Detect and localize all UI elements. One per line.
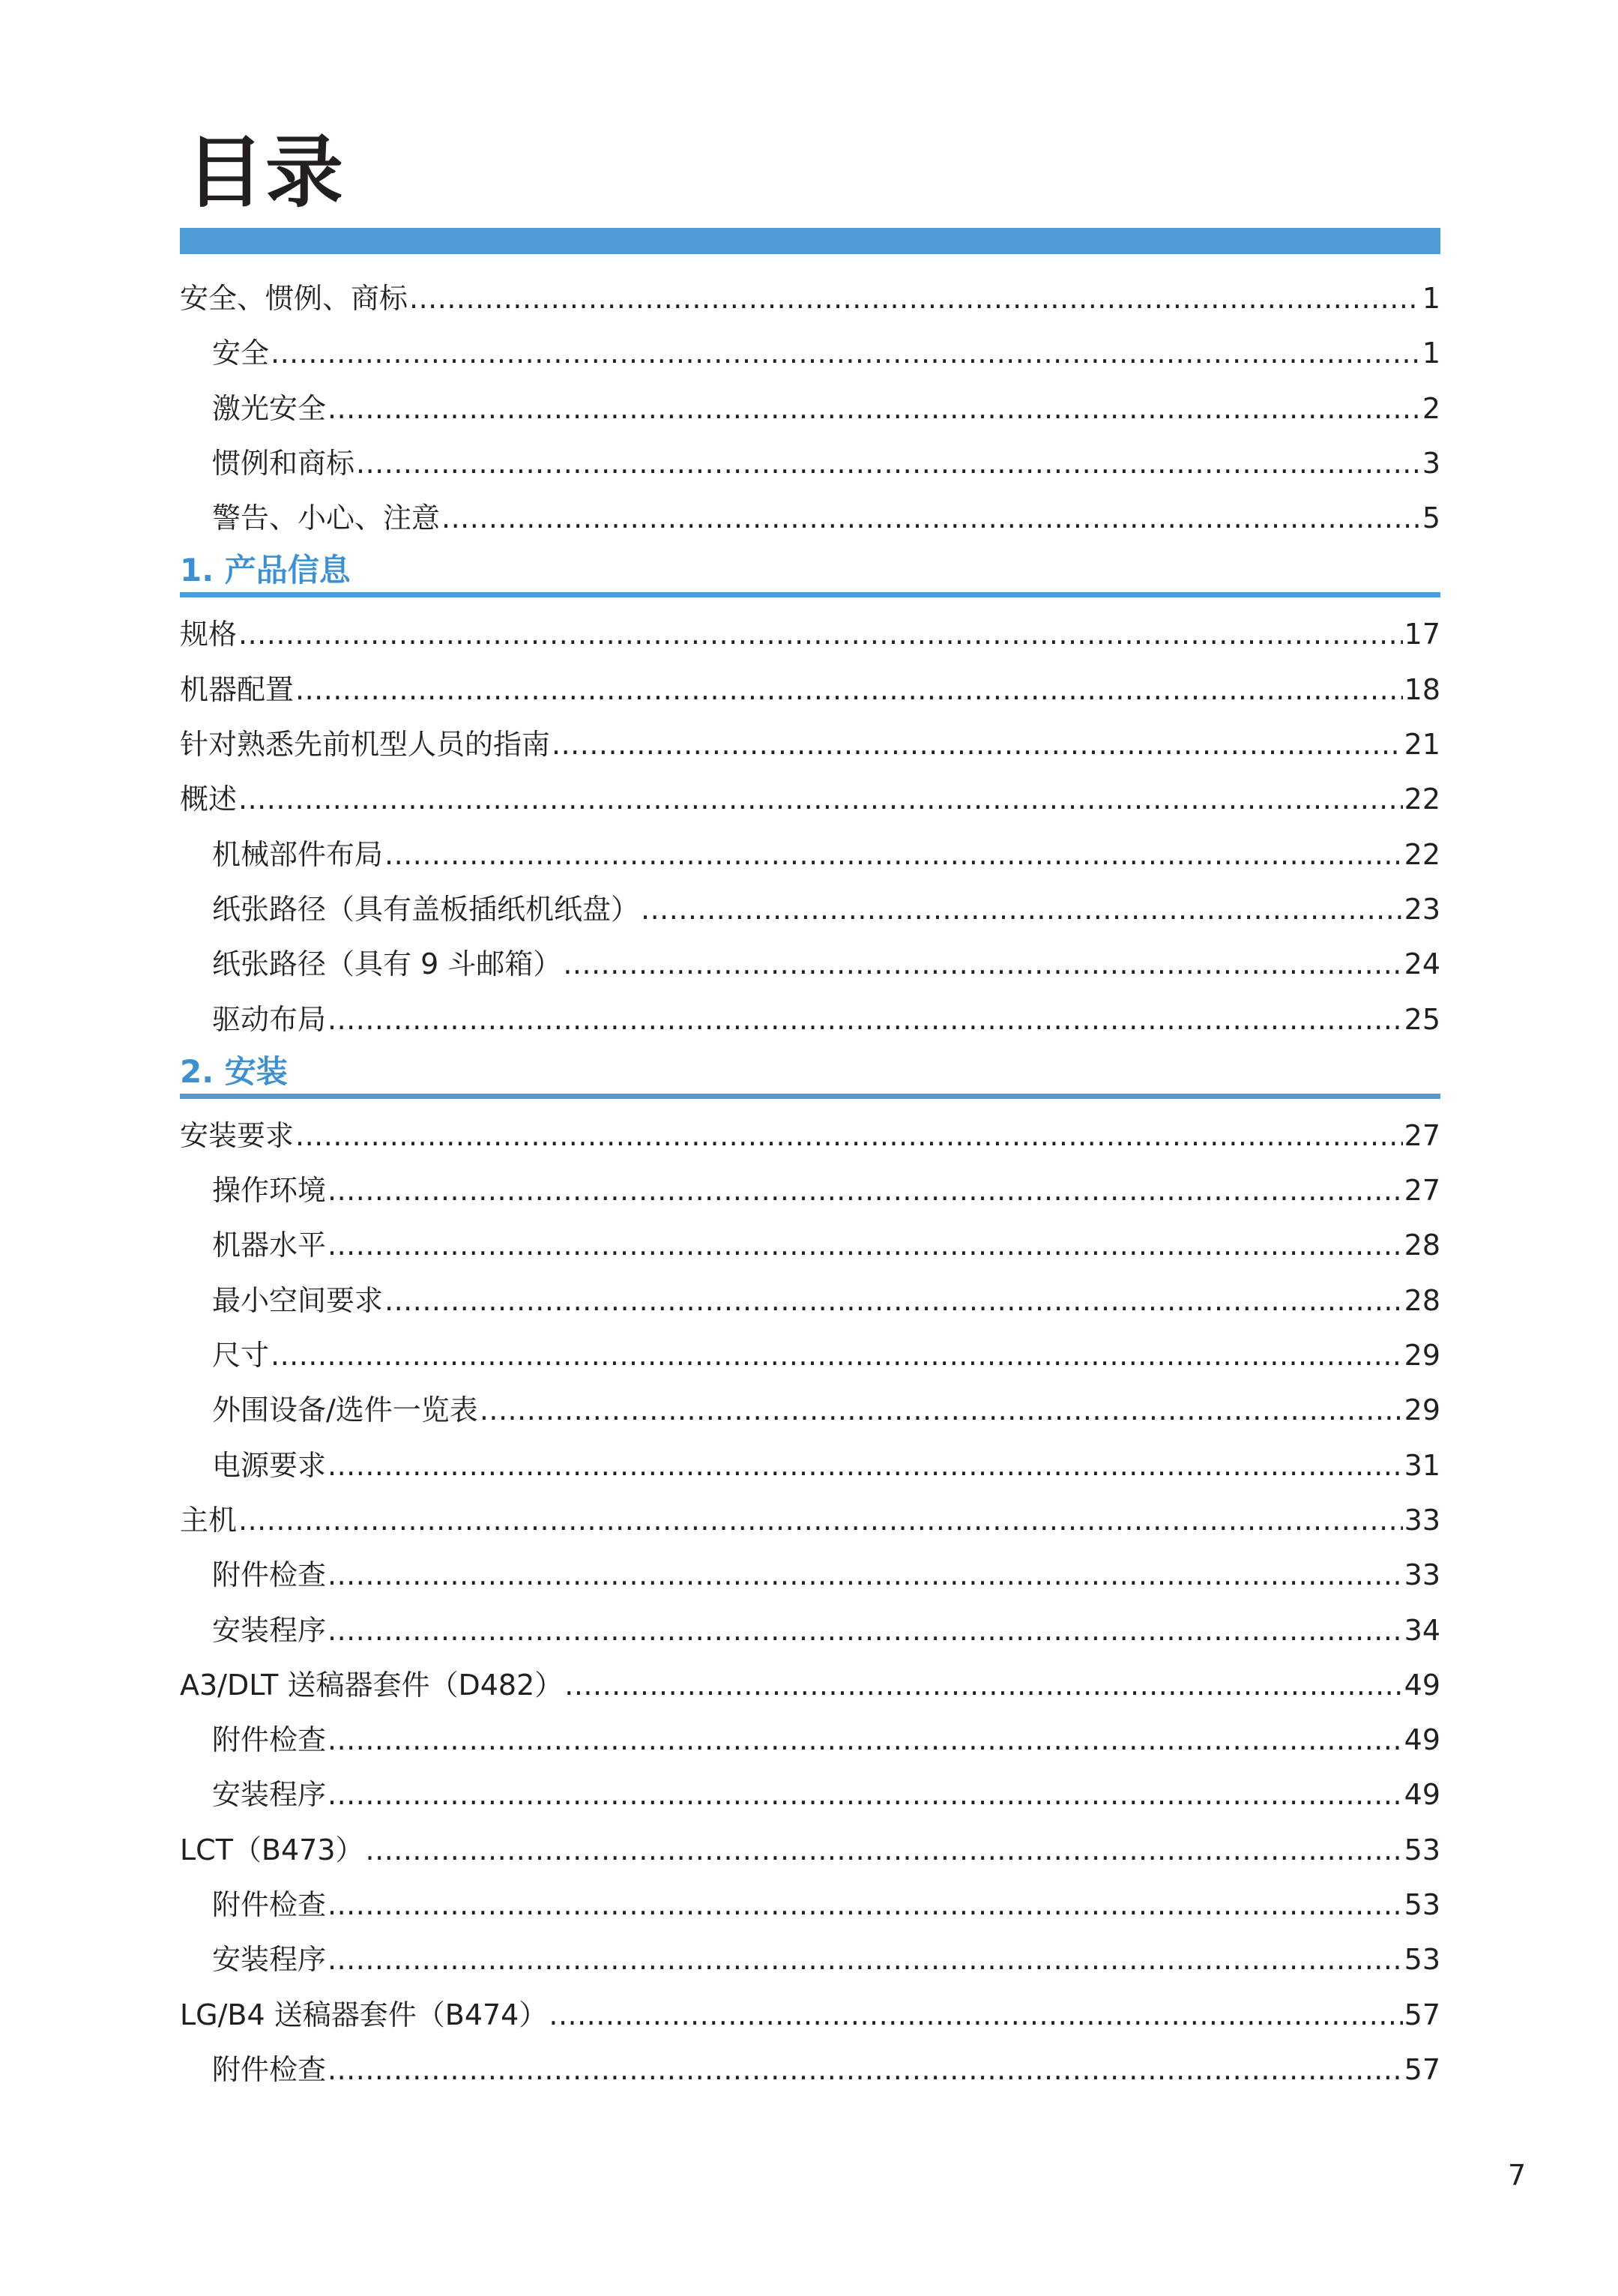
toc-page-number: 24 — [1404, 947, 1440, 981]
toc-subentry[interactable] — [180, 1713, 1440, 1768]
chapter-rule — [180, 1094, 1440, 1099]
toc-entry-label: 针对熟悉先前机型人员的指南 — [180, 728, 551, 762]
toc-page-number: 33 — [1404, 1558, 1440, 1592]
dot-leader — [271, 1328, 1403, 1383]
toc-page-number: 28 — [1404, 1229, 1440, 1262]
dot-leader — [327, 1163, 1403, 1218]
toc-entry-label: 激光安全 — [212, 391, 327, 425]
toc-page-number: 27 — [1404, 1174, 1440, 1208]
toc-entry-label: LCT（B473） — [180, 1833, 364, 1866]
dot-leader — [441, 491, 1421, 546]
toc-page-number: 3 — [1422, 446, 1440, 480]
toc-page-number: 2 — [1422, 391, 1440, 425]
toc-entry-label: 驱动布局 — [212, 1002, 327, 1036]
toc-entry-label: 最小空间要求 — [212, 1283, 384, 1317]
chapter-rule — [180, 592, 1440, 597]
toc-subentry[interactable] — [180, 937, 1440, 992]
toc-subentry[interactable] — [180, 1328, 1440, 1383]
toc-entry-label: 主机 — [180, 1503, 238, 1537]
dot-leader — [327, 1878, 1403, 1932]
dot-leader — [327, 2043, 1403, 2097]
dot-leader — [366, 1823, 1403, 1878]
toc-page-number: 57 — [1404, 2052, 1440, 2086]
toc-entry[interactable] — [180, 1823, 1440, 1878]
toc-page-number: 49 — [1404, 1723, 1440, 1757]
toc-entry-label: 机器水平 — [212, 1229, 327, 1262]
toc-entry[interactable] — [180, 1658, 1440, 1713]
toc-entry-label: 安全 — [212, 337, 270, 370]
toc-entry-label: 附件检查 — [212, 1558, 327, 1592]
toc-entry-label: A3/DLT 送稿器套件（D482） — [180, 1668, 564, 1702]
dot-leader — [238, 607, 1403, 662]
toc-page-number: 29 — [1404, 1339, 1440, 1373]
toc-entry[interactable] — [180, 271, 1440, 326]
toc-page-number: 57 — [1404, 1998, 1440, 2031]
toc-page-number: 27 — [1404, 1118, 1440, 1152]
chapter-heading — [180, 1047, 1440, 1109]
toc-page-number: 22 — [1404, 837, 1440, 871]
toc-page-number: 33 — [1404, 1503, 1440, 1537]
page-title: 目录 — [186, 127, 345, 218]
toc-entry-label: 机器配置 — [180, 672, 295, 706]
dot-leader — [641, 882, 1403, 937]
toc-subentry[interactable] — [180, 1274, 1440, 1328]
chapter-heading — [180, 546, 1440, 607]
toc-entry[interactable] — [180, 772, 1440, 827]
toc-entry-label: 纸张路径（具有盖板插纸机纸盘） — [212, 892, 640, 926]
dot-leader — [295, 1109, 1403, 1163]
toc-page-number: 53 — [1404, 1943, 1440, 1977]
toc-page-number: 53 — [1404, 1888, 1440, 1922]
toc-subentry[interactable] — [180, 382, 1440, 436]
toc-subentry[interactable] — [180, 491, 1440, 546]
toc-subentry[interactable] — [180, 326, 1440, 381]
dot-leader — [238, 1493, 1403, 1548]
toc-entry-label: 操作环境 — [212, 1174, 327, 1208]
toc-entry[interactable] — [180, 663, 1440, 717]
toc-entry[interactable] — [180, 607, 1440, 662]
toc-entry-label: 概述 — [180, 783, 238, 816]
title-underline-bar — [180, 228, 1440, 254]
toc-entry-label: 警告、小心、注意 — [212, 501, 441, 535]
dot-leader — [327, 1548, 1403, 1603]
toc-page-number: 34 — [1404, 1613, 1440, 1647]
toc-entry-label: 安装程序 — [212, 1778, 327, 1812]
dot-leader — [327, 992, 1403, 1047]
chapter-title[interactable]: 2. 安装 — [180, 1052, 288, 1090]
toc-subentry[interactable] — [180, 436, 1440, 491]
toc-page-number: 49 — [1404, 1778, 1440, 1812]
toc-page-number: 1 — [1422, 282, 1440, 315]
dot-leader — [384, 828, 1403, 882]
toc-entry-label: 安装要求 — [180, 1118, 295, 1152]
toc-entry[interactable] — [180, 1493, 1440, 1548]
toc-subentry[interactable] — [180, 1548, 1440, 1603]
toc-subentry[interactable] — [180, 1438, 1440, 1493]
toc-page-number: 53 — [1404, 1833, 1440, 1866]
toc-entry-label: 惯例和商标 — [212, 446, 355, 480]
dot-leader — [480, 1383, 1403, 1438]
toc-page-number: 22 — [1404, 783, 1440, 816]
toc-entry-label: LG/B4 送稿器套件（B474） — [180, 1998, 548, 2031]
table-of-contents — [180, 271, 1440, 2097]
toc-subentry[interactable] — [180, 2043, 1440, 2097]
dot-leader — [549, 1988, 1402, 2043]
dot-leader — [295, 663, 1403, 717]
toc-subentry[interactable] — [180, 1218, 1440, 1273]
toc-page-number: 21 — [1404, 728, 1440, 762]
toc-entry-label: 纸张路径（具有 9 斗邮箱） — [212, 947, 562, 981]
dot-leader — [271, 326, 1421, 381]
toc-page-number: 23 — [1404, 892, 1440, 926]
dot-leader — [327, 1713, 1403, 1768]
toc-entry-label: 安全、惯例、商标 — [180, 282, 408, 315]
dot-leader — [327, 1603, 1403, 1658]
toc-subentry[interactable] — [180, 1768, 1440, 1822]
toc-page-number: 18 — [1404, 672, 1440, 706]
toc-entry-label: 安装程序 — [212, 1943, 327, 1977]
toc-page-number: 31 — [1404, 1448, 1440, 1482]
toc-entry[interactable] — [180, 1109, 1440, 1163]
dot-leader — [327, 1932, 1403, 1987]
dot-leader — [384, 1274, 1403, 1328]
toc-entry-label: 附件检查 — [212, 2052, 327, 2086]
toc-page-number: 5 — [1422, 501, 1440, 535]
toc-page-number: 29 — [1404, 1393, 1440, 1427]
dot-leader — [327, 1768, 1403, 1822]
toc-page-number: 1 — [1422, 337, 1440, 370]
toc-subentry[interactable] — [180, 1878, 1440, 1932]
toc-entry-label: 附件检查 — [212, 1723, 327, 1757]
toc-page-number: 28 — [1404, 1283, 1440, 1317]
dot-leader — [564, 1658, 1402, 1713]
toc-entry[interactable] — [180, 1988, 1440, 2043]
toc-entry-label: 规格 — [180, 618, 238, 651]
toc-entry-label: 外围设备/选件一览表 — [212, 1393, 478, 1427]
chapter-title[interactable]: 1. 产品信息 — [180, 552, 351, 589]
toc-entry-label: 安装程序 — [212, 1613, 327, 1647]
dot-leader — [238, 772, 1403, 827]
toc-entry-label: 尺寸 — [212, 1339, 270, 1373]
dot-leader — [327, 1218, 1403, 1273]
toc-subentry[interactable] — [180, 882, 1440, 937]
toc-entry-label: 机械部件布局 — [212, 837, 384, 871]
dot-leader — [409, 271, 1421, 326]
page-number: 7 — [1508, 2159, 1527, 2192]
dot-leader — [563, 937, 1402, 992]
dot-leader — [327, 1438, 1403, 1493]
toc-entry[interactable] — [180, 717, 1440, 772]
toc-subentry[interactable] — [180, 1383, 1440, 1438]
dot-leader — [356, 436, 1421, 491]
toc-subentry[interactable] — [180, 1163, 1440, 1218]
dot-leader — [552, 717, 1403, 772]
toc-page-number: 49 — [1404, 1668, 1440, 1702]
toc-page-number: 17 — [1404, 618, 1440, 651]
toc-entry-label: 附件检查 — [212, 1888, 327, 1922]
toc-subentry[interactable] — [180, 1603, 1440, 1658]
toc-page-number: 25 — [1404, 1002, 1440, 1036]
toc-subentry[interactable] — [180, 992, 1440, 1047]
toc-subentry[interactable] — [180, 1932, 1440, 1987]
dot-leader — [327, 382, 1421, 436]
toc-subentry[interactable] — [180, 828, 1440, 882]
toc-entry-label: 电源要求 — [212, 1448, 327, 1482]
